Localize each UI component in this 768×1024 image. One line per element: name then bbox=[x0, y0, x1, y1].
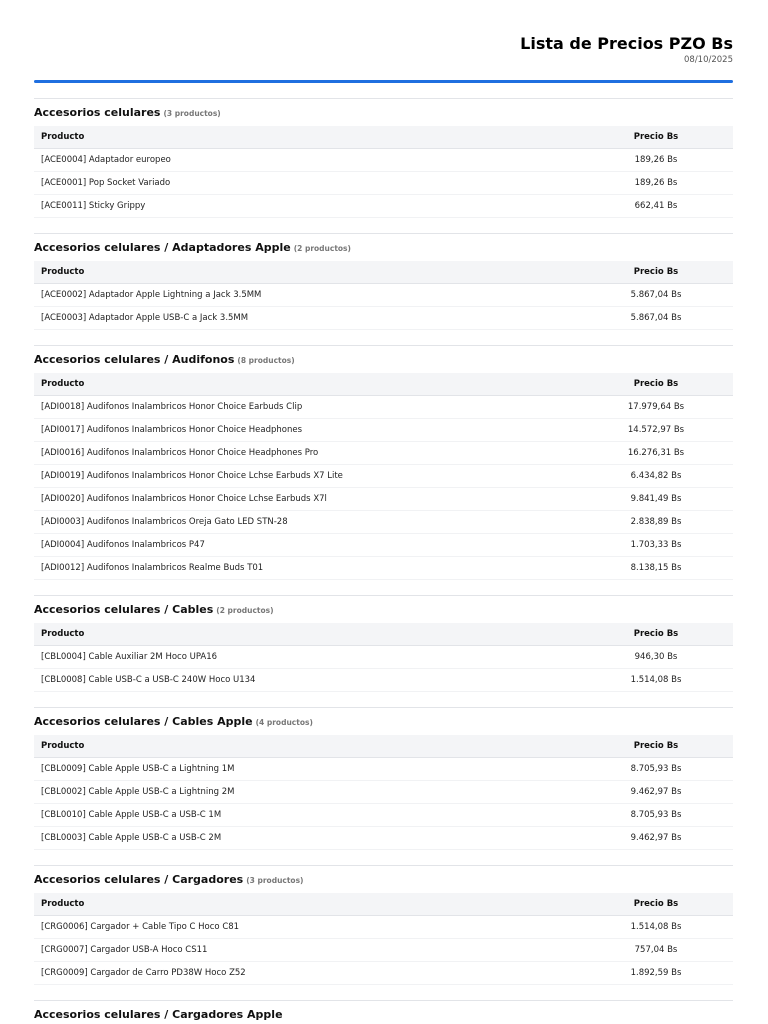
product-cell: [CBL0003] Cable Apple USB-C a USB-C 2M bbox=[34, 827, 579, 850]
category-title bbox=[34, 353, 733, 367]
product-cell: [ACE0004] Adaptador europeo bbox=[34, 149, 579, 172]
product-cell: [ADI0012] Audifonos Inalambricos Realme Buds T01 bbox=[34, 557, 579, 580]
product-cell: [ACE0003] Adaptador Apple USB-C a Jack 3.5MM bbox=[34, 307, 579, 330]
product-count: (3 productos) bbox=[163, 109, 221, 118]
product-cell: [ADI0020] Audifonos Inalambricos Honor Choice Lchse Earbuds X7l bbox=[34, 488, 579, 511]
table-row bbox=[34, 534, 733, 557]
product-count: (8 productos) bbox=[237, 356, 295, 365]
price-table bbox=[34, 893, 733, 985]
product-cell: [CBL0010] Cable Apple USB-C a USB-C 1M bbox=[34, 804, 579, 827]
table-row bbox=[34, 396, 733, 419]
table-row bbox=[34, 916, 733, 939]
price-column-header: Precio Bs bbox=[579, 261, 733, 284]
product-count: (4 productos) bbox=[255, 718, 313, 727]
table-row bbox=[34, 419, 733, 442]
category-name: Accesorios celulares / Cables Apple bbox=[34, 715, 253, 728]
table-row bbox=[34, 172, 733, 195]
price-cell: 189,26 Bs bbox=[579, 149, 733, 172]
price-cell: 1.892,59 Bs bbox=[579, 962, 733, 985]
product-column-header: Producto bbox=[34, 623, 579, 646]
table-header-row bbox=[34, 126, 733, 149]
price-cell: 9.462,97 Bs bbox=[579, 781, 733, 804]
price-cell: 2.838,89 Bs bbox=[579, 511, 733, 534]
table-row bbox=[34, 758, 733, 781]
category-name: Accesorios celulares bbox=[34, 106, 161, 119]
table-row bbox=[34, 488, 733, 511]
price-column-header: Precio Bs bbox=[579, 623, 733, 646]
product-cell: [ACE0001] Pop Socket Variado bbox=[34, 172, 579, 195]
product-cell: [CRG0009] Cargador de Carro PD38W Hoco Z52 bbox=[34, 962, 579, 985]
category-section bbox=[34, 865, 733, 985]
page-title: Lista de Precios PZO Bs bbox=[520, 34, 733, 53]
product-count: (2 productos) bbox=[293, 244, 351, 253]
price-cell: 946,30 Bs bbox=[579, 646, 733, 669]
category-section bbox=[34, 595, 733, 692]
price-table bbox=[34, 261, 733, 330]
product-cell: [CRG0006] Cargador + Cable Tipo C Hoco C81 bbox=[34, 916, 579, 939]
price-cell: 17.979,64 Bs bbox=[579, 396, 733, 419]
product-cell: [ADI0019] Audifonos Inalambricos Honor Choice Lchse Earbuds X7 Lite bbox=[34, 465, 579, 488]
product-count: (2 productos) bbox=[216, 606, 274, 615]
category-title bbox=[34, 241, 733, 255]
document-date: 08/10/2025 bbox=[684, 55, 733, 65]
table-row bbox=[34, 781, 733, 804]
table-row bbox=[34, 307, 733, 330]
price-table bbox=[34, 126, 733, 218]
product-cell: [ACE0002] Adaptador Apple Lightning a Jack 3.5MM bbox=[34, 284, 579, 307]
table-row bbox=[34, 939, 733, 962]
table-header-row bbox=[34, 893, 733, 916]
table-row bbox=[34, 149, 733, 172]
price-column-header: Precio Bs bbox=[579, 126, 733, 149]
category-title bbox=[34, 873, 733, 887]
table-row bbox=[34, 442, 733, 465]
price-cell: 16.276,31 Bs bbox=[579, 442, 733, 465]
product-cell: [ADI0017] Audifonos Inalambricos Honor Choice Headphones bbox=[34, 419, 579, 442]
price-cell: 8.705,93 Bs bbox=[579, 804, 733, 827]
price-column-header: Precio Bs bbox=[579, 893, 733, 916]
price-cell: 5.867,04 Bs bbox=[579, 307, 733, 330]
table-header-row bbox=[34, 373, 733, 396]
price-cell: 1.514,08 Bs bbox=[579, 916, 733, 939]
price-table bbox=[34, 623, 733, 692]
category-name: Accesorios celulares / Audifonos bbox=[34, 353, 235, 366]
category-section bbox=[34, 1000, 733, 1022]
table-header-row bbox=[34, 623, 733, 646]
table-row bbox=[34, 804, 733, 827]
header-accent-bar bbox=[34, 80, 733, 83]
price-cell: 757,04 Bs bbox=[579, 939, 733, 962]
table-row bbox=[34, 195, 733, 218]
table-row bbox=[34, 646, 733, 669]
price-list-content bbox=[34, 98, 733, 1024]
table-row bbox=[34, 962, 733, 985]
price-cell: 189,26 Bs bbox=[579, 172, 733, 195]
table-row bbox=[34, 557, 733, 580]
price-cell: 9.462,97 Bs bbox=[579, 827, 733, 850]
product-cell: [ADI0016] Audifonos Inalambricos Honor Choice Headphones Pro bbox=[34, 442, 579, 465]
table-row bbox=[34, 511, 733, 534]
price-cell: 8.138,15 Bs bbox=[579, 557, 733, 580]
product-cell: [ADI0004] Audifonos Inalambricos P47 bbox=[34, 534, 579, 557]
category-title bbox=[34, 715, 733, 729]
price-table bbox=[34, 373, 733, 580]
price-cell: 5.867,04 Bs bbox=[579, 284, 733, 307]
price-cell: 8.705,93 Bs bbox=[579, 758, 733, 781]
category-section bbox=[34, 98, 733, 218]
price-cell: 1.703,33 Bs bbox=[579, 534, 733, 557]
product-cell: [CBL0004] Cable Auxiliar 2M Hoco UPA16 bbox=[34, 646, 579, 669]
product-cell: [CRG0007] Cargador USB-A Hoco CS11 bbox=[34, 939, 579, 962]
price-cell: 1.514,08 Bs bbox=[579, 669, 733, 692]
category-name: Accesorios celulares / Cargadores Apple bbox=[34, 1008, 283, 1021]
table-header-row bbox=[34, 261, 733, 284]
category-section bbox=[34, 345, 733, 580]
product-column-header: Producto bbox=[34, 261, 579, 284]
table-row bbox=[34, 284, 733, 307]
category-title bbox=[34, 603, 733, 617]
product-cell: [ADI0003] Audifonos Inalambricos Oreja Gato LED STN-28 bbox=[34, 511, 579, 534]
category-name: Accesorios celulares / Adaptadores Apple bbox=[34, 241, 291, 254]
product-column-header: Producto bbox=[34, 373, 579, 396]
document-header bbox=[34, 35, 733, 66]
price-cell: 9.841,49 Bs bbox=[579, 488, 733, 511]
product-column-header: Producto bbox=[34, 893, 579, 916]
table-row bbox=[34, 827, 733, 850]
category-name: Accesorios celulares / Cables bbox=[34, 603, 214, 616]
product-cell: [ADI0018] Audifonos Inalambricos Honor Choice Earbuds Clip bbox=[34, 396, 579, 419]
price-column-header: Precio Bs bbox=[579, 735, 733, 758]
category-section bbox=[34, 233, 733, 330]
product-column-header: Producto bbox=[34, 126, 579, 149]
product-cell: [ACE0011] Sticky Grippy bbox=[34, 195, 579, 218]
price-column-header: Precio Bs bbox=[579, 373, 733, 396]
product-count: (3 productos) bbox=[246, 876, 304, 885]
product-cell: [CBL0008] Cable USB-C a USB-C 240W Hoco U134 bbox=[34, 669, 579, 692]
category-name: Accesorios celulares / Cargadores bbox=[34, 873, 244, 886]
category-section bbox=[34, 707, 733, 850]
product-cell: [CBL0009] Cable Apple USB-C a Lightning 1M bbox=[34, 758, 579, 781]
category-title bbox=[34, 106, 733, 120]
product-cell: [CBL0002] Cable Apple USB-C a Lightning 2M bbox=[34, 781, 579, 804]
price-cell: 662,41 Bs bbox=[579, 195, 733, 218]
table-row bbox=[34, 465, 733, 488]
price-table bbox=[34, 735, 733, 850]
table-header-row bbox=[34, 735, 733, 758]
product-column-header: Producto bbox=[34, 735, 579, 758]
category-title bbox=[34, 1008, 733, 1022]
price-cell: 6.434,82 Bs bbox=[579, 465, 733, 488]
table-row bbox=[34, 669, 733, 692]
price-cell: 14.572,97 Bs bbox=[579, 419, 733, 442]
